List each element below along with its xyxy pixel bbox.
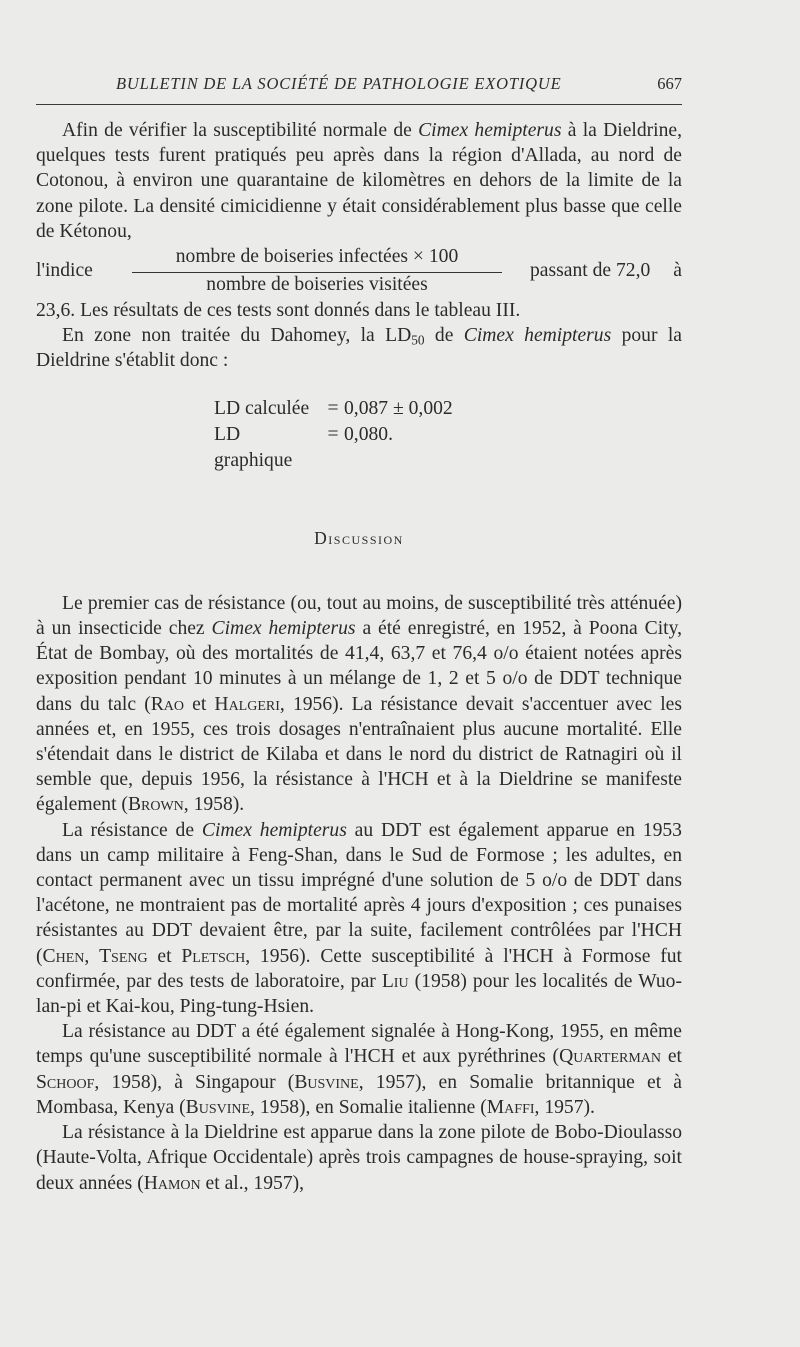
index-label: l'indice: [36, 260, 93, 282]
text: , 1958), en Somalie italienne (: [250, 1096, 487, 1118]
text: En zone non traitée du Dahomey, la LD: [62, 325, 412, 347]
author-name: Tseng: [99, 945, 148, 967]
author-name: Halgeri: [214, 693, 280, 715]
formula-equals: =: [327, 397, 339, 419]
text: La résistance au DDT a été également signalée à Hong-Kong, 1955, en même temps qu'une susceptibilité normale à l'HCH et aux pyréthrines (: [36, 1021, 682, 1068]
formula-row: [214, 396, 682, 422]
author-name: Rao: [150, 693, 185, 715]
index-value-connector: à: [673, 260, 682, 282]
paragraph-4: [36, 818, 682, 1020]
text: Le premier cas de résistance (ou, tout au moins, de susceptibilité très atténuée) à un insecticide chez: [36, 592, 682, 640]
paragraph-2: [36, 323, 682, 373]
species-name: Cimex hemipterus: [463, 325, 612, 347]
author-name: Brown: [127, 794, 184, 816]
author-name: Busvine: [185, 1096, 251, 1118]
formula-row: [214, 422, 682, 474]
text: La résistance à la Dieldrine est apparue dans la zone pilote de Bobo-Dioulasso (Haute-Volta, Afrique Occidentale) après trois campagnes de house-spraying, soit deux années (: [36, 1122, 682, 1194]
fraction-numerator: nombre de boiseries infectées × 100: [175, 246, 459, 268]
paragraph-5: [36, 1019, 682, 1120]
paragraph-1-end: 23,6. Les résultats de ces tests sont donnés dans le tableau III.: [36, 300, 521, 322]
text: , 1956). La résistance devait s'accentuer avec les années et, en 1955, ces trois dosages n'entraînaient plus aucune mortalité. Elle s'étendait dans le district de Kilaba et dans le nord du district de Ratnagiri où il semble que, depuis 1956, la résistance à l'HCH et à la Dieldrine se manifeste également (: [36, 693, 682, 816]
text: ,: [84, 945, 100, 967]
formula-lhs: LD calculée: [214, 397, 310, 419]
formula-rhs: 0,080.: [344, 423, 393, 445]
section-heading: Discussion: [314, 527, 404, 548]
text: au DDT est également apparue en 1953 dans un camp militaire à Feng-Shan, dans le Sud de Formose ; les adultes, en contact permanent avec un tissu imprégné d'une solution de 5 o/o de DDT dans l'acétone, ne montraient pas de mortalité après 4 jours d'exposition ; ces punaises résistantes au DDT devaient être, par la suite, facilement contrôlées par l'HCH (: [36, 819, 682, 967]
text: , 1956). Cette susceptibilité à l'HCH à Formose fut confirmée, par des tests de laboratoire, par: [36, 945, 683, 992]
text: et al., 1957),: [200, 1172, 305, 1194]
running-header: [116, 74, 682, 100]
author-name: Schoof: [36, 1071, 95, 1093]
paragraph-1: [36, 118, 682, 244]
author-name: Hamon: [143, 1172, 201, 1194]
text: pour la Dieldrine s'établit donc :: [36, 325, 682, 372]
species-name: Cimex hemipterus: [201, 819, 347, 841]
formula-rhs: 0,087 ± 0,002: [344, 397, 453, 419]
paragraph-3: [36, 591, 682, 818]
species-name: Cimex hemipterus: [418, 120, 562, 141]
index-formula: [36, 244, 682, 298]
text: a été enregistré, en 1952, à Poona City, État de Bombay, où des mortalités de 41,4, 63,7 et 76,4 o/o étaient notées après exposition pendant 10 minutes à un mélange de 1, 2 et 5 o/o de DDT technique dans du talc (: [36, 618, 683, 715]
author-name: Busvine: [294, 1071, 359, 1093]
text: , 1958).: [183, 794, 245, 816]
formula-lhs: LD graphique: [214, 423, 293, 471]
text: , 1957), en Somalie britannique et à Mombasa, Kenya (: [36, 1071, 683, 1118]
text: Afin de vérifier la susceptibilité normale de: [62, 120, 419, 141]
index-value-text: passant de 72,0: [530, 260, 651, 282]
text: (1958) pour les localités de Wuo-lan-pi et Kai-kou, Ping-tung-Hsien.: [36, 970, 682, 1018]
text: et: [661, 1046, 682, 1068]
author-name: Liu: [381, 970, 409, 992]
author-name: Quarterman: [559, 1046, 662, 1068]
text: , 1957).: [534, 1096, 595, 1118]
journal-title: BULLETIN DE LA SOCIÉTÉ DE PATHOLOGIE EXOTIQUE: [116, 74, 562, 93]
author-name: Chen: [42, 945, 85, 967]
species-name: Cimex hemipterus: [211, 618, 356, 640]
text: et: [184, 693, 215, 715]
text: , 1958), à Singapour (: [94, 1071, 295, 1093]
text: La résistance de: [62, 819, 202, 841]
formula-equals: =: [327, 423, 339, 445]
text: et: [147, 945, 182, 967]
page-number: 667: [657, 74, 682, 93]
author-name: Maffi: [486, 1096, 535, 1118]
subscript: 50: [411, 332, 425, 348]
header-rule: [36, 104, 682, 105]
text: à la Dieldrine, quelques tests furent pratiqués peu après dans la région d'Allada, au nord de Cotonou, à environ une quarantaine de kilomètres en dehors de la limite de la zone pilote. La densité cimicidienne y était considérablement plus basse que celle de Kétonou,: [36, 120, 682, 242]
text: de: [424, 325, 464, 347]
article-body: [36, 118, 682, 1196]
fraction-denominator: nombre de boiseries visitées: [206, 274, 428, 296]
ld-formula: [214, 396, 682, 474]
paragraph-6: [36, 1120, 682, 1196]
author-name: Pletsch: [181, 945, 246, 967]
